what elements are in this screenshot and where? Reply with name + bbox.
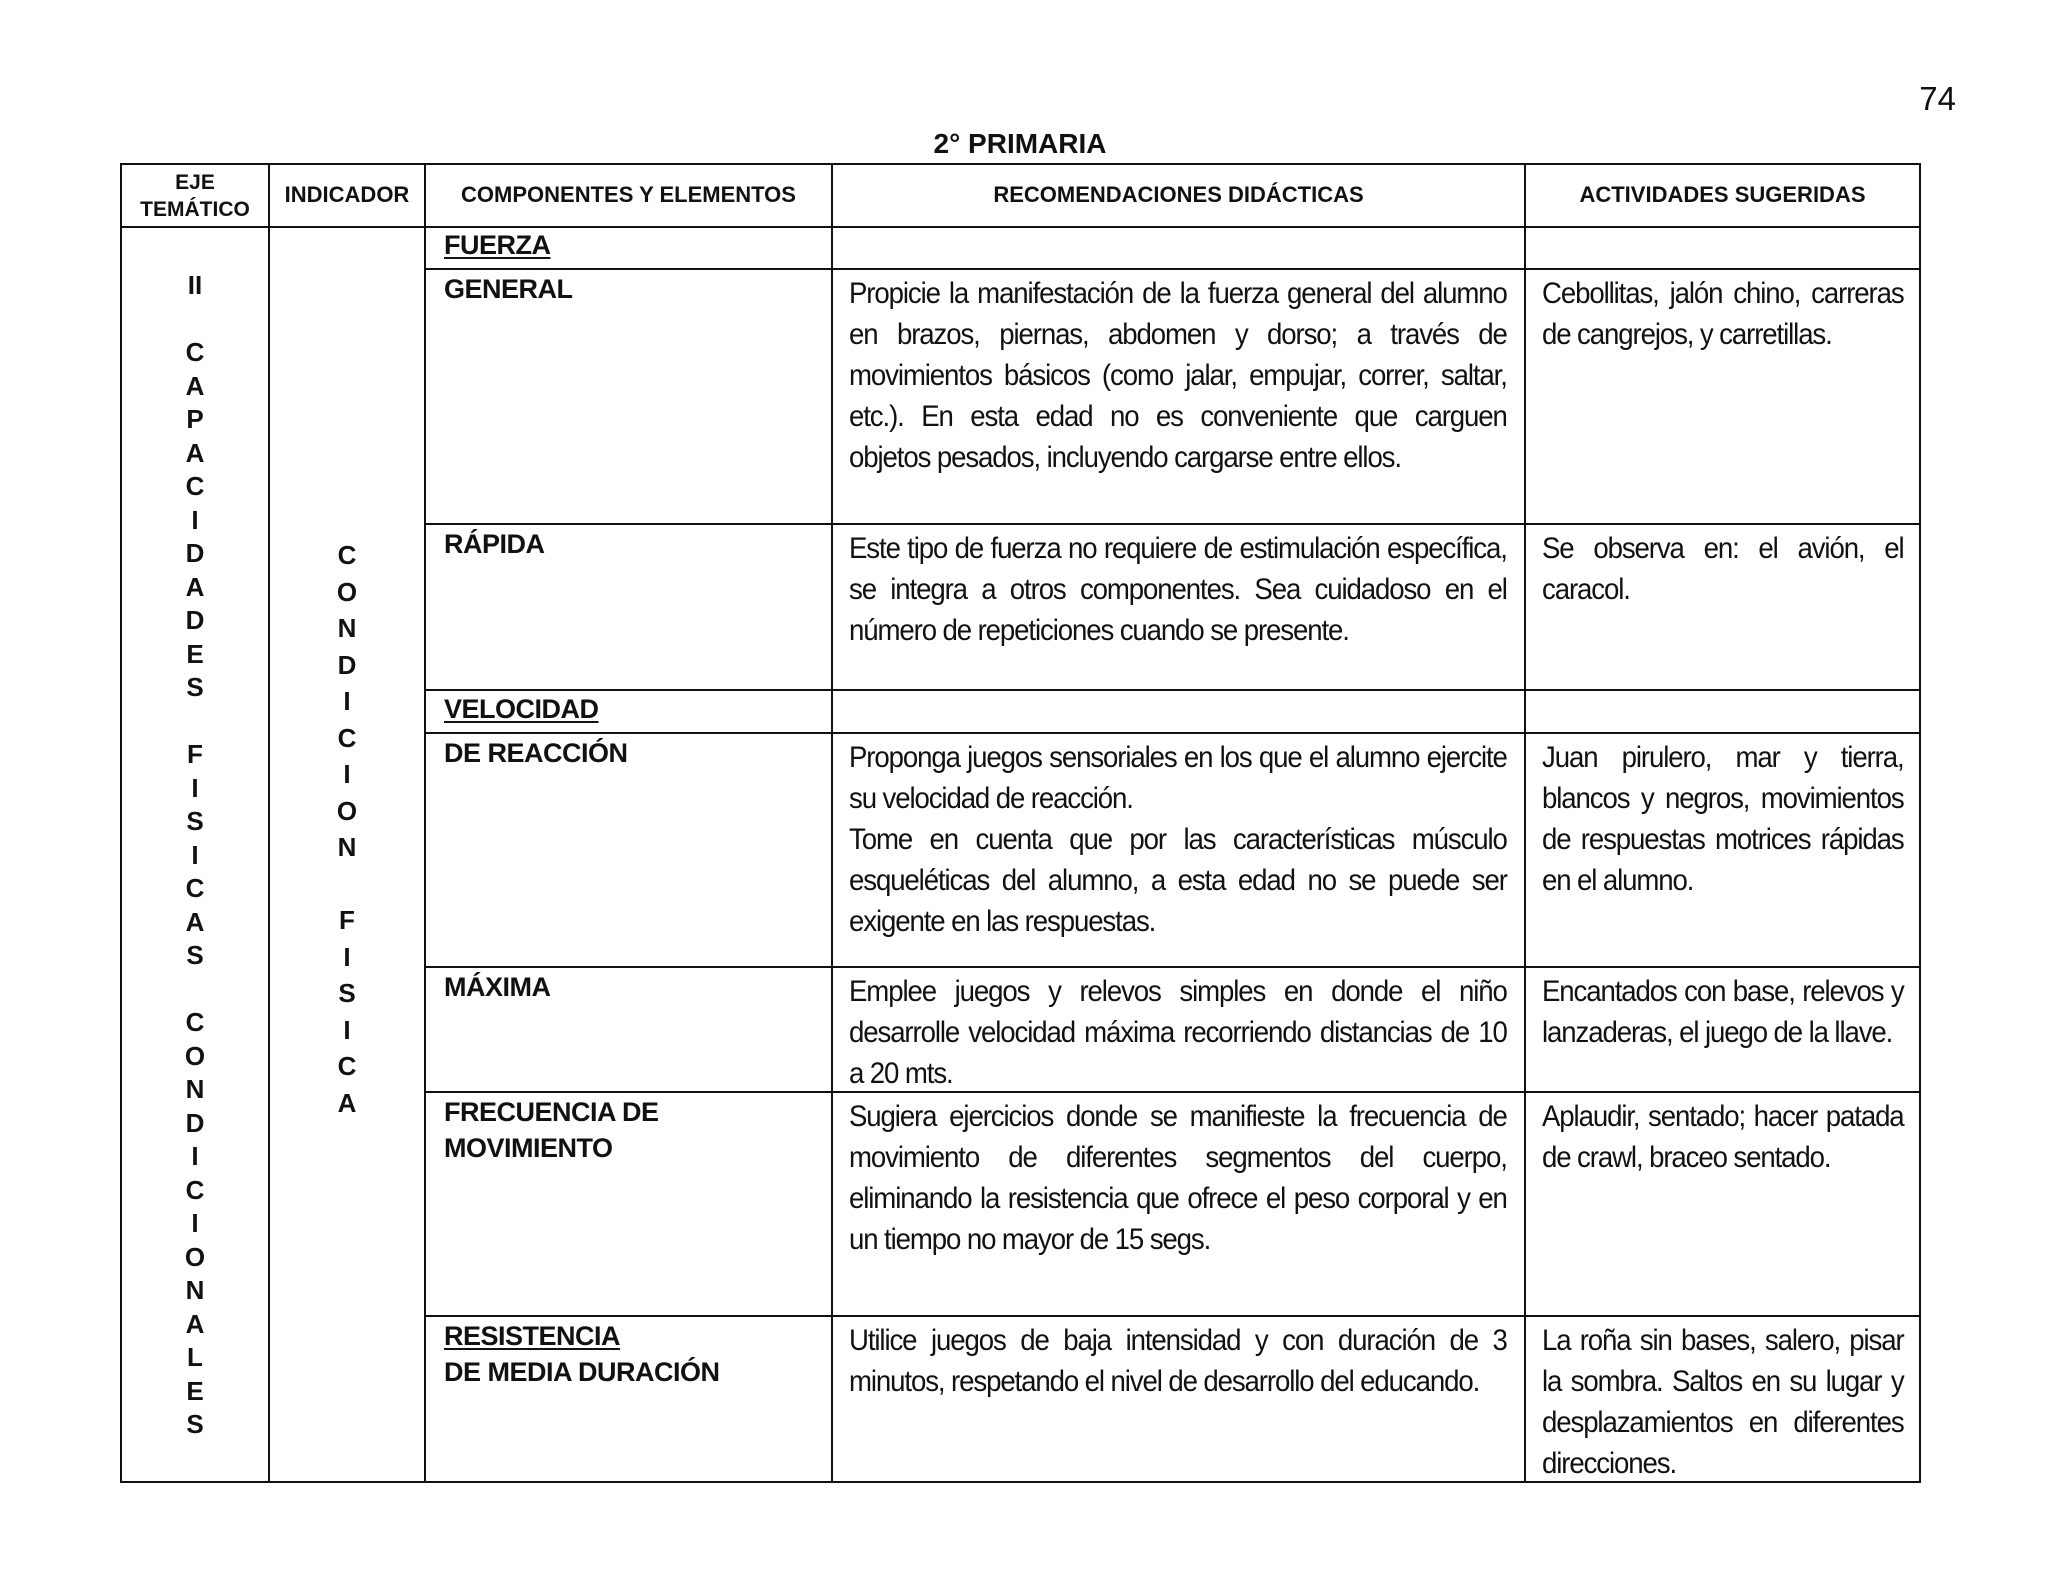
col-divider <box>424 165 426 1481</box>
eje-letter: II <box>187 270 203 300</box>
eje-letter: I <box>191 504 199 535</box>
page-number: 74 <box>1919 80 1956 117</box>
header-recomendaciones: RECOMENDACIONES DIDÁCTICAS <box>993 182 1364 207</box>
eje-letter: D <box>185 538 205 568</box>
indicador-letter <box>270 866 424 903</box>
indicador-letter: O <box>336 795 358 826</box>
eje-letter: S <box>186 672 204 702</box>
eje-letter: I <box>191 839 199 870</box>
indicador-letter: F <box>339 905 355 935</box>
actividad-general: Cebollitas, jalón chino, carreras de cangrejos, y carretillas. <box>1542 277 1904 351</box>
eje-letter: A <box>185 370 205 401</box>
row-divider <box>424 268 1919 270</box>
recomendacion-maxima: Emplee juegos y relevos simples en donde el niño desarrolle velocidad máxima recorriendo distancias de 10 a 20 mts. <box>849 975 1507 1090</box>
row-divider <box>424 966 1919 968</box>
component-frecuencia: FRECUENCIA DE MOVIMIENTO <box>444 1097 659 1163</box>
eje-letter: P <box>186 404 204 434</box>
eje-letter: L <box>187 1342 203 1372</box>
indicador-vertical <box>270 537 424 1121</box>
page-title: 2° PRIMARIA <box>933 128 1107 159</box>
recomendacion-reaccion: Proponga juegos sensoriales en los que el alumno ejercite su velocidad de reacción. Tome en cuenta que por las características músculo esqueléticas del alumno, a esta edad no se puede ser exigente en las respuestas. <box>849 741 1507 938</box>
eje-letter: A <box>185 906 205 937</box>
eje-letter: N <box>185 1074 205 1104</box>
header-indicador: INDICADOR <box>284 182 410 207</box>
eje-letter: N <box>185 1275 205 1305</box>
eje-letter: E <box>186 638 204 669</box>
eje-letter: C <box>185 873 205 903</box>
eje-letter: I <box>191 772 199 803</box>
indicador-letter: I <box>343 686 351 716</box>
recomendacion-resistencia: Utilice juegos de baja intensidad y con duración de 3 minutos, respetando el nivel de desarrollo del educando. <box>849 1324 1507 1398</box>
header-actividades: ACTIVIDADES SUGERIDAS <box>1579 182 1866 207</box>
eje-letter: C <box>185 1007 205 1037</box>
eje-letter: I <box>191 1208 199 1238</box>
eje-letter <box>122 973 268 1007</box>
indicador-letter: N <box>337 613 357 643</box>
indicador-letter: A <box>337 1087 357 1118</box>
component-fuerza: FUERZA <box>444 230 551 260</box>
header-componentes: COMPONENTES Y ELEMENTOS <box>461 182 796 207</box>
eje-letter: E <box>186 1375 204 1406</box>
eje-letter <box>122 303 268 337</box>
header-divider <box>122 226 1919 228</box>
eje-letter: A <box>185 437 205 468</box>
eje-tematico-vertical <box>122 269 268 1442</box>
col-divider <box>1524 165 1526 1481</box>
eje-letter: O <box>184 1040 206 1071</box>
eje-letter: S <box>186 1409 204 1439</box>
eje-letter: C <box>185 337 205 367</box>
indicador-letter: N <box>337 832 357 862</box>
indicador-letter: I <box>343 941 351 972</box>
actividad-frecuencia: Aplaudir, sentado; hacer patada de crawl, braceo sentado. <box>1542 1100 1904 1174</box>
component-de-reaccion: DE REACCIÓN <box>444 738 628 768</box>
eje-letter: A <box>185 1308 205 1339</box>
component-rapida: RÁPIDA <box>444 529 545 559</box>
eje-letter: S <box>186 806 204 836</box>
indicador-letter: C <box>337 722 357 753</box>
eje-letter: S <box>186 940 204 970</box>
actividad-resistencia: La roña sin bases, salero, pisar la sombra. Saltos en su lugar y desplazamientos en diferentes direcciones. <box>1542 1324 1904 1480</box>
eje-letter: O <box>184 1241 206 1272</box>
row-divider <box>424 1315 1919 1317</box>
eje-letter: F <box>187 739 203 769</box>
recomendacion-rapida: Este tipo de fuerza no requiere de estimulación específica, se integra a otros componentes. Sea cuidadoso en el número de repeticiones cuando se presente. <box>849 532 1507 647</box>
component-maxima: MÁXIMA <box>444 972 551 1002</box>
recomendacion-general: Propicie la manifestación de la fuerza general del alumno en brazos, piernas, abdomen y dorso; a través de movimientos básicos (como jalar, empujar, correr, saltar, etc.). En esta edad no es conveniente que carguen objetos pesados, incluyendo cargarse entre ellos. <box>849 277 1507 474</box>
component-general: GENERAL <box>444 274 573 304</box>
indicador-letter: C <box>337 1051 357 1081</box>
indicador-letter: I <box>343 1014 351 1045</box>
component-resistencia: RESISTENCIA DE MEDIA DURACIÓN <box>444 1321 720 1387</box>
actividad-rapida: Se observa en: el avión, el caracol. <box>1542 532 1904 606</box>
indicador-letter: O <box>336 576 358 607</box>
eje-letter <box>122 705 268 739</box>
row-divider <box>424 523 1919 525</box>
eje-letter: C <box>185 471 205 501</box>
eje-letter: I <box>191 1141 199 1171</box>
eje-letter: D <box>185 605 205 635</box>
component-velocidad: VELOCIDAD <box>444 694 599 724</box>
row-divider <box>424 732 1919 734</box>
actividad-maxima: Encantados con base, relevos y lanzaderas, el juego de la llave. <box>1542 975 1904 1049</box>
indicador-letter: C <box>337 540 357 570</box>
indicador-letter: S <box>338 978 356 1008</box>
indicador-letter: I <box>343 759 351 789</box>
header-eje: EJE TEMÁTICO <box>140 171 250 221</box>
col-divider <box>831 165 833 1481</box>
row-divider <box>424 689 1919 691</box>
eje-letter: D <box>185 1107 205 1138</box>
eje-letter: C <box>185 1174 205 1205</box>
actividad-reaccion: Juan pirulero, mar y tierra, blancos y negros, movimientos de respuestas motrices rápidas en el alumno. <box>1542 741 1904 897</box>
curriculum-table <box>120 163 1921 1483</box>
indicador-letter: D <box>337 649 357 680</box>
eje-letter: A <box>185 571 205 602</box>
recomendacion-frecuencia: Sugiera ejercicios donde se manifieste la frecuencia de movimiento de diferentes segmentos del cuerpo, eliminando la resistencia que ofrece el peso corporal y en un tiempo no mayor de 15 segs. <box>849 1100 1507 1256</box>
